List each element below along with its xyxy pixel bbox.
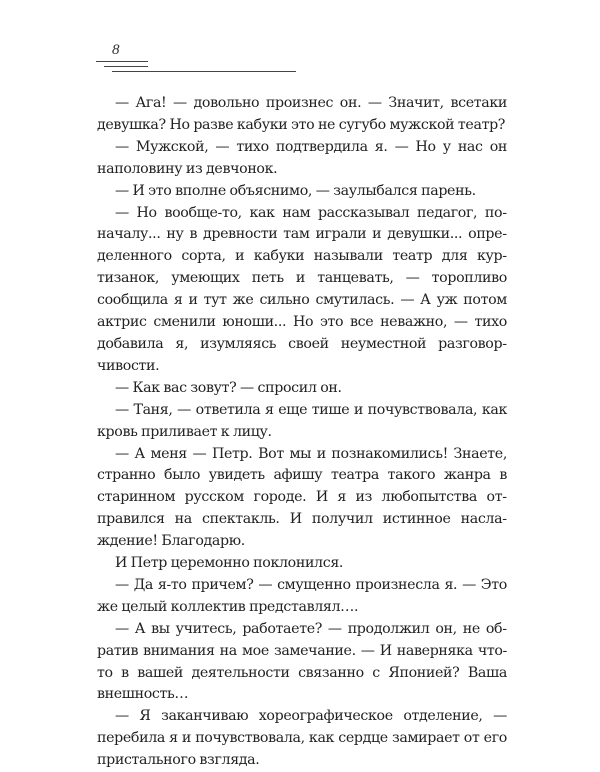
paragraph: — Мужской, — тихо подтвердила я. — Но у нас он наполовину из девчонок.	[97, 138, 507, 177]
paragraph: И Петр церемонно поклонился.	[115, 555, 344, 572]
paragraph: — Да я-то причем? — смущенно произнесла я. — Это же целый коллектив представлял….	[97, 576, 507, 615]
paragraph: — Ага! — довольно произнес он. — Значит, всетаки девушка? Но разве кабуки это не сугубо мужской театр?	[97, 95, 507, 133]
paragraph: — А меня — Петр. Вот мы и познакомились! Знаете, странно было увидеть афишу театра такого жанра в старинном русском городе. И я из любопытства отправился на спектакль. И получил истинное наслаждение! Благодарю.	[97, 445, 507, 550]
body-text	[97, 93, 507, 772]
paragraph: — Но вообще-то, как нам рассказывал педагог, поначалу... ну в древности там играли и девушки... определенного сорта, и кабуки называли театр для куртизанок, умеющих петь и танцевать, — торопливо сообщила я и тут же сильно смутилась. — А уж потом актрис сменили юноши... Но это все неважно, — тихо добавила я, изумляясь своей неуместной разговорчивости.	[97, 204, 507, 374]
paragraph: — Я заканчиваю хореографическое отделение, — перебила я и почувствовала, как сердце замирает от его пристального взгляда.	[97, 708, 507, 769]
paragraph: — Как вас зовут? — спросил он.	[115, 379, 342, 396]
header-rule-top	[96, 61, 148, 62]
header-rule-long	[112, 71, 296, 72]
paragraph: — А вы учитесь, работаете? — продолжил он, не обратив внимания на мое замечание. — И наверняка что-то в вашей деятельности связанно с Японией? Ваша внешность…	[97, 620, 507, 703]
paragraph: — Таня, — ответила я еще тише и почувствовала, как кровь приливает к лицу.	[97, 401, 507, 440]
header-rule-middle	[104, 66, 148, 67]
paragraph: — И это вполне объяснимо, — заулыбался парень.	[115, 182, 476, 199]
page-number: 8	[112, 42, 120, 58]
